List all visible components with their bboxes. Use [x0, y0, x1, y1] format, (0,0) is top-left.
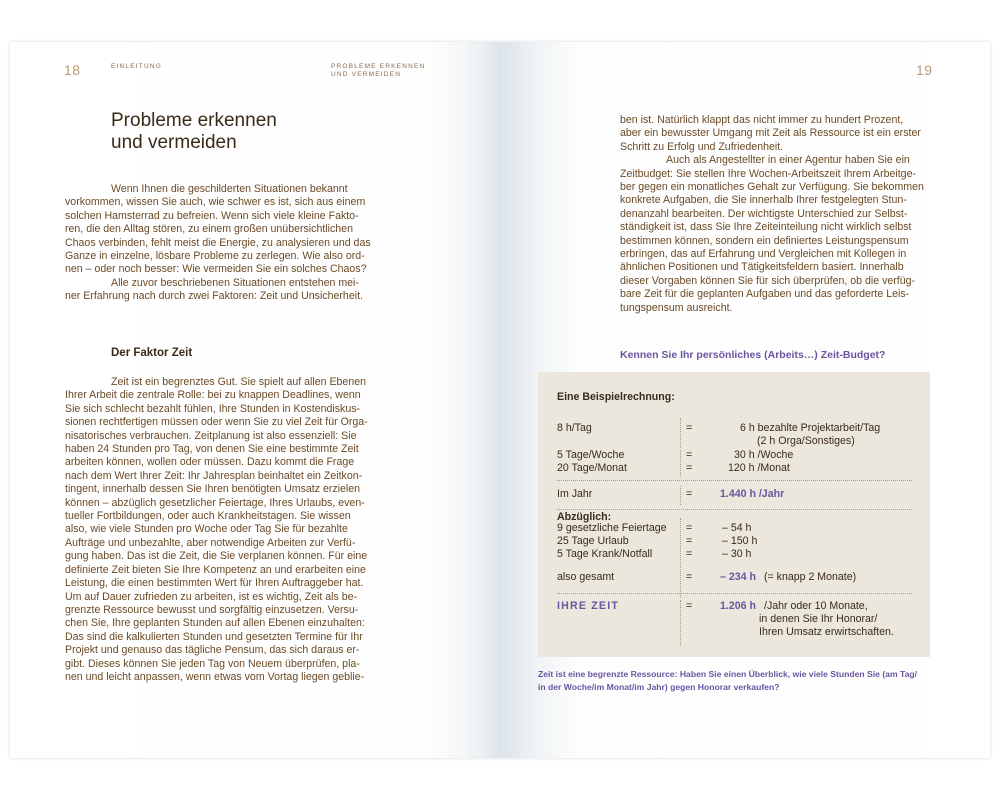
column-divider [680, 418, 681, 448]
left-page-number: 18 [64, 62, 81, 78]
calculation-box: Eine Beispielrechnung: 8 h/Tag = 6 h bezahlte Projektarbeit/Tag (2 h Orga/Sonstiges) 5 Tage/Woche = 30 h /Woche 20 Tage/Monat = 120 h /Monat Im Jahr = 1.440 h /Jahr Abzüglich: 9 gesetzliche Feiertage = – 54 h 25 Tage Urlaub = – 150 h 5 Tage Krank/Notfall = – 30 h also gesamt = – 234 h (= knapp 2 Monate) IHRE ZEIT = 1.206 h /Jahr oder 10 Monate, in denen Sie Ihr Honorar/ Ihren Umsatz erwirtschaften. [538, 372, 930, 657]
figure-caption: Zeit ist eine begrenzte Ressource: Haben Sie einen Überblick, wie viele Stunden Sie (am Tag/ in der Woche/im Monat/im Jahr) gegen Honorar verkaufen? [538, 669, 918, 692]
right-page-number: 19 [916, 62, 933, 78]
box-heading: Kennen Sie Ihr persönliches (Arbeits…) Zeit-Budget? [620, 349, 886, 361]
body-paragraph-left: Zeit ist ein begrenztes Gut. Sie spielt auf allen Ebenen Ihrer Arbeit die zentrale Rolle: bei zu knappen Deadlines, wenn Sie sich schlecht bezahlt fühlen, Ihre Stunden in Kostendiskus- sionen rechtfertigen müssen oder wenn Sie zu viel Zeit für Orga- nisatorisches verbrauchen. Zeitplanung ist also essenziell: Sie haben 24 Stunden pro Tag, von denen Sie eine bestimmte Zeit arbeiten können, wollen oder müssen. Dazu kommt die Frage nach dem Wert Ihrer Zeit: Ihr Jahresplan beinhaltet ein Zeitkon- tingent, innerhalb dessen Sie Ihren benötigten Umsatz erzielen können – abzüglich gesetzlicher Feiertage, Ihres Urlaubs, even- tueller Fortbildungen, oder auch Krankheitstagen. Sie wissen also, wie viele Stunden pro Woche oder Tag Sie für bezahlte Aufträge und unbezahlte, aber notwendige Arbeiten zur Verfü- gung haben. Das ist die Zeit, die Sie verplanen können. Für eine definierte Zeit bieten Sie Ihre Kompetenz an und erarbeiten eine Leistung, die einen bestimmten Wert für Ihren Auftraggeber hat. Um auf Dauer zufrieden zu arbeiten, ist es wichtig, Zeit als be- grenzte Ressource bewusst und sorgfältig einzusetzen. Versu- chen Sie, Ihre geplanten Stunden auf allen Ebenen einzuhalten: Das sind die kalkulierten Stunden und gesetzten Termine für Ihr Projekt und genauso das tägliche Pensum, das sich daraus er- gibt. Dieses können Sie jeden Tag von Neuem überprüfen, pla- nen und leicht anpassen, wenn etwas vom Vortag liegen geblie- [65, 376, 368, 683]
divider [557, 509, 912, 510]
right-running-head: PROBLEME ERKENNEN UND VERMEIDEN [331, 63, 426, 78]
column-divider [680, 518, 681, 598]
left-running-head: EINLEITUNG [111, 63, 163, 70]
section-heading: Der Faktor Zeit [111, 347, 193, 359]
column-divider [680, 450, 681, 477]
divider [557, 480, 912, 481]
body-paragraph-right: ben ist. Natürlich klappt das nicht immer zu hundert Prozent, aber ein bewusster Umgang mit Zeit als Ressource ist ein erster Schritt zu Erfolg und Zufriedenheit. Auch als Angestellter in einer Agentur haben Sie ein Zeitbudget: Sie stellen Ihre Wochen-Arbeitszeit Ihrem Arbeitge- ber gegen ein monatliches Gehalt zur Verfügung. Sie bekommen konkrete Aufgaben, die Sie innerhalb Ihrer festgelegten Stun- denanzahl bearbeiten. Der wichtigste Unterschied zur Selbst- ständigkeit ist, dass Sie Ihre Zeiteinteilung nicht wirklich selbst bestimmen können, sondern ein definiertes Leistungspensum erbringen, das auf Erfahrung und Vergleichen mit Kollegen in ähnlichen Positionen und Tätigkeitsfeldern basiert. Innerhalb dieser Vorgaben können Sie für sich überprüfen, ob die verfüg- bare Zeit für die geplanten Aufgaben und das geforderte Leis- tungspensum ausreicht. [620, 114, 924, 314]
divider [557, 593, 912, 594]
column-divider [680, 600, 681, 646]
intro-paragraph: Wenn Ihnen die geschilderten Situationen bekannt vorkommen, wissen Sie auch, wie schwer es ist, sich aus einem solchen Hamsterrad zu befreien. Wenn sich viele kleine Fakto- ren, die den Alltag stören, zu einem großen unübersichtlichen Chaos verbinden, fehlt meist die Energie, zu analysieren und das Ganze in einzelne, lösbare Probleme zu zerlegen. Wie also ord- nen – oder noch besser: Wie vermeiden Sie ein solches Chaos? Alle zuvor beschriebenen Situationen entstehen mei- ner Erfahrung nach durch zwei Faktoren: Zeit und Unsicherheit. [65, 183, 371, 303]
page-title: Probleme erkennen und vermeiden [111, 110, 277, 153]
column-divider [680, 486, 681, 505]
